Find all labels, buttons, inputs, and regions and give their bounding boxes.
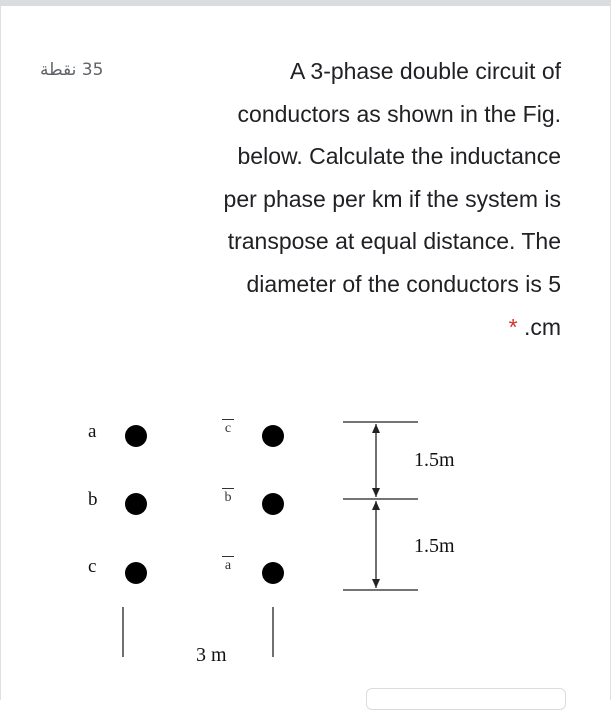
label-a-bar: a xyxy=(218,556,238,574)
question-line-end: .cm xyxy=(523,313,561,340)
dimension-bottom-label: 1.5m xyxy=(414,535,455,557)
question-text xyxy=(121,50,561,348)
question-line: diameter of the conductors is 5 xyxy=(246,270,561,297)
question-line-last xyxy=(121,306,561,349)
label-a: a xyxy=(88,421,97,442)
top-border xyxy=(0,0,611,6)
label-b: b xyxy=(88,489,98,510)
horizontal-spacing-label: 3 m xyxy=(196,644,227,666)
points-label: 35 نقطة xyxy=(40,60,104,80)
label-c-bar: c xyxy=(218,419,238,437)
conductor-figure xyxy=(0,395,611,685)
label-b-bar: b xyxy=(218,488,238,506)
question-line: per phase per km if the system is xyxy=(223,185,561,212)
dimension-top-label: 1.5m xyxy=(414,449,455,471)
required-asterisk: * xyxy=(508,313,518,340)
question-line: transpose at equal distance. The xyxy=(227,228,561,255)
answer-field-edge[interactable] xyxy=(366,688,566,710)
question-line: below. Calculate the inductance xyxy=(237,143,561,170)
question-line: conductors as shown in the Fig. xyxy=(237,100,561,127)
label-c: c xyxy=(88,556,97,577)
question-line: A 3-phase double circuit of xyxy=(289,58,561,84)
dimension-lines xyxy=(0,395,611,685)
